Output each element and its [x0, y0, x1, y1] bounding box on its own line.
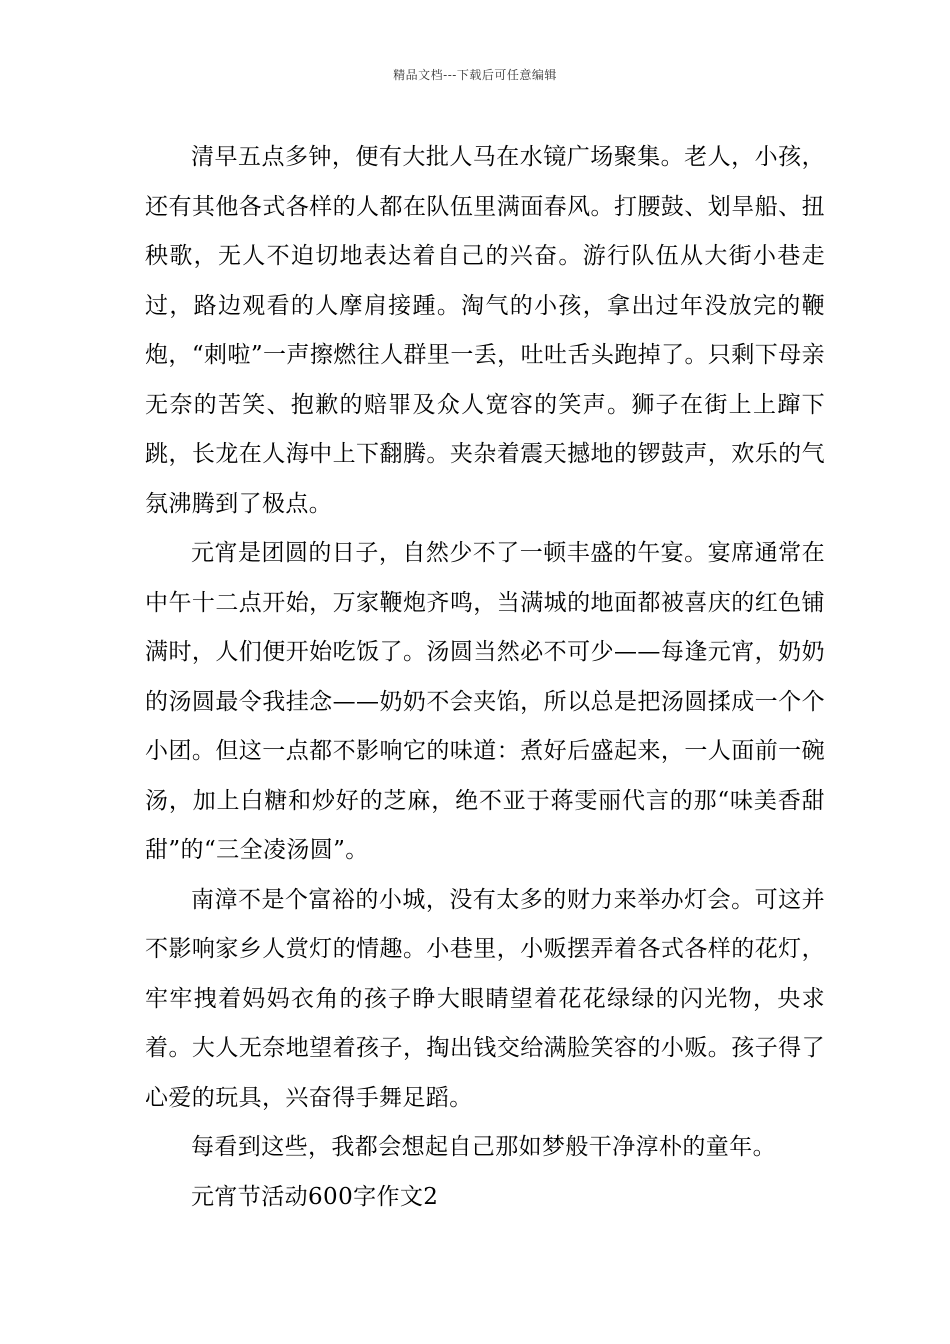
paragraph-childhood: 每看到这些，我都会想起自己那如梦般干净淳朴的童年。 [191, 1134, 776, 1160]
section-title: 元宵节活动600字作文2 [191, 1183, 439, 1210]
document-body [145, 133, 825, 1222]
paragraph-lanterns: 南漳不是个富裕的小城，没有太多的财力来举办灯会。可这并不影响家乡人赏灯的情趣。小巷里，小贩摆弄着各式各样的花灯，牢牢拽着妈妈衣角的孩子睁大眼睛望着花花绿绿的闪光物，央求着。大人无奈地望着孩子，掏出钱交给满脸笑容的小贩。孩子得了心爱的玩具，兴奋得手舞足蹈。 [145, 886, 825, 1111]
page-header: 精品文档---下载后可任意编辑 [393, 68, 557, 82]
paragraph-feast: 元宵是团圆的日子，自然少不了一顿丰盛的午宴。宴席通常在中午十二点开始，万家鞭炮齐鸣，当满城的地面都被喜庆的红色铺满时，人们便开始吃饭了。汤圆当然必不可少——每逢元宵，奶奶的汤圆最令我挂念——奶奶不会夹馅，所以总是把汤圆揉成一个个小团。但这一点都不影响它的味道：煮好后盛起来，一人面前一碗汤，加上白糖和炒好的芝麻，绝不亚于蒋雯丽代言的那“味美香甜甜”的“三全凌汤圆”。 [145, 540, 825, 863]
paragraph-parade: 清早五点多钟，便有大批人马在水镜广场聚集。老人，小孩，还有其他各式各样的人都在队伍里满面春风。打腰鼓、划旱船、扭秧歌，无人不迫切地表达着自己的兴奋。游行队伍从大街小巷走过，路边观看的人摩肩接踵。淘气的小孩，拿出过年没放完的鞭炮，“刺啦”一声擦燃往人群里一丢，吐吐舌头跑掉了。只剩下母亲无奈的苦笑、抱歉的赔罪及众人宽容的笑声。狮子在街上上蹿下跳，长龙在人海中上下翻腾。夹杂着震天撼地的锣鼓声，欢乐的气氛沸腾到了极点。 [145, 144, 825, 517]
